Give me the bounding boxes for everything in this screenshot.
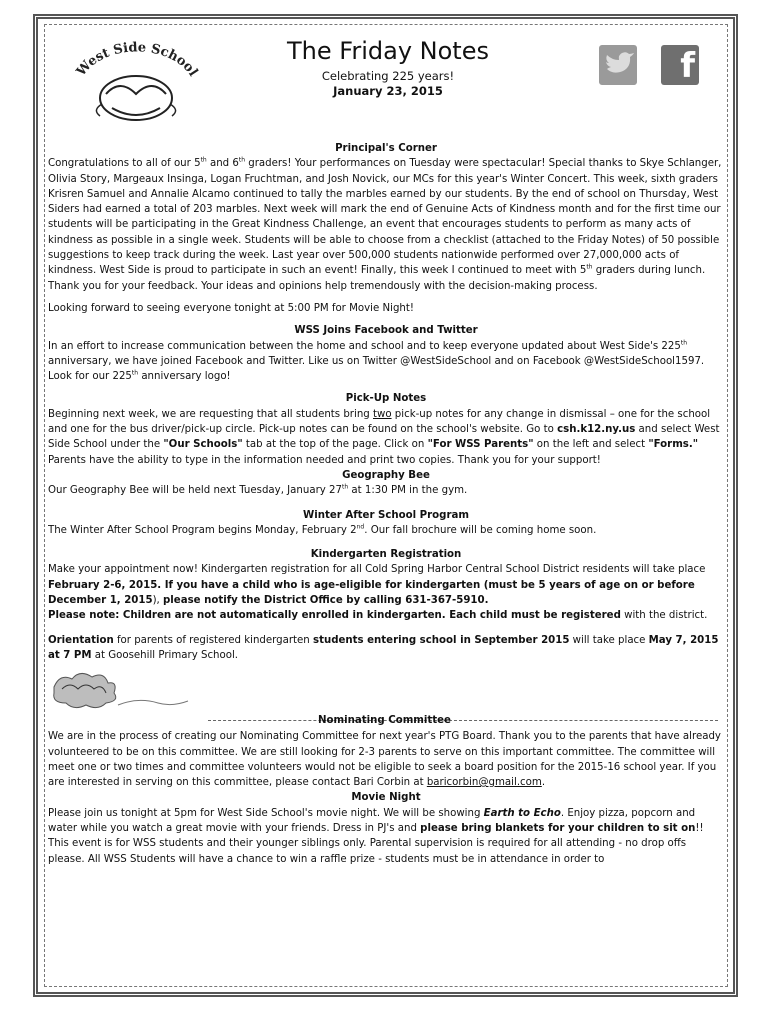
facebook-twitter-heading: WSS Joins Facebook and Twitter bbox=[294, 325, 478, 337]
school-logo bbox=[62, 32, 212, 128]
geography-bee-text: Our Geography Bee will be held next Tuesday, January 27th at 1:30 PM in the gym. bbox=[48, 483, 468, 497]
facebook-twitter-text: In an effort to increase communication between the home and school and to keep everyone updated about West Side's 225th anniversary, we have joined Facebook and Twitter. Like us on Twitter @WestSideSchool and on Facebook @WestSideSchool1597. Look for our 225th anniversary logo! bbox=[48, 339, 705, 383]
geography-bee-heading: Geography Bee bbox=[342, 469, 430, 481]
movie-night-text: Please join us tonight at 5pm for West Side School's movie night. We will be showing Earth to Echo. Enjoy pizza, popcorn and water while you watch a great movie with your friends. Dress in PJ's and please bring blankets for your children to sit on!! This event is for WSS students and their younger siblings only. Parental supervision is required for all attending - no drop offs please. All WSS Students will have a chance to win a raffle prize - students must be in attendance in order to bbox=[48, 807, 704, 865]
nominating-heading: Nominating Committee bbox=[318, 715, 451, 727]
district-website-link: csh.k12.ny.us bbox=[557, 424, 636, 436]
facebook-icon: f bbox=[661, 45, 699, 85]
pickup-notes-heading: Pick-Up Notes bbox=[345, 393, 427, 405]
svg-text:West Side School bbox=[73, 40, 200, 80]
nominating-text: We are in the process of creating our Nominating Committee for next year's PTG Board. Thank you to the parents that have already volunteered to be on this committee. We are still looking for 2-3 parents to serve on this important committee. The committee will meet one or two times and committee volunteers would not be eligible to seek a board position for the 2015-16 school year. If you are interested in serving on this committee, please contact Bari Corbin at baricorbin@gmail.com. bbox=[48, 731, 721, 789]
twitter-icon bbox=[599, 45, 637, 85]
nominating-heading-row bbox=[48, 713, 724, 729]
movie-night-reminder: Looking forward to seeing everyone tonight at 5:00 PM for Movie Night! bbox=[48, 302, 414, 314]
after-school-text: The Winter After School Program begins Monday, February 2nd. Our fall brochure will be coming home soon. bbox=[48, 523, 597, 536]
orientation-text: Orientation for parents of registered kindergarten students entering school in September 2015 will take place May 7, 2015 at 7 PM at Goosehill Primary School. bbox=[48, 634, 719, 661]
after-school-heading: Winter After School Program bbox=[303, 509, 469, 521]
principals-corner-text: Congratulations to all of our 5th and 6th graders! Your performances on Tuesday were spectacular! Special thanks to Skye Schlanger, Olivia Story, Margeaux Insinga, Logan Fruchtman, and Josh Novick, our MCs for this year's Winter Concert. This week, sixth graders Krisren Samuel and Annalie Alcamo continued to tally the marbles earned by our students. By the end of school on Thursday, West Siders had earned a total of 203 marbles. Next week will mark the end of Genuine Acts of Kindness month and for the first time our students will be participating in the Great Kindness Challenge, an event that encourages students to perform as many acts of kindness as possible in a single week. Students will be able to choose from a checklist (attached to the Friday Notes) of 50 possible suggestions to keep track during the week. Last year over 500,000 students nationwide performed over 27,000,000 acts of kindness. West Side is proud to participate in such an event! Finally, this week I continued to meet with 5th graders during lunch. Thank you for your feedback. Your ideas and opinions help tremendously with the decision-making process. bbox=[48, 156, 722, 292]
newsletter-date: January 23, 2015 bbox=[333, 84, 443, 98]
decorative-doodle bbox=[48, 667, 308, 713]
principals-corner-heading: Principal's Corner bbox=[335, 143, 437, 154]
newsletter-body bbox=[48, 141, 724, 867]
kindergarten-note: Please note: Children are not automatically enrolled in kindergarten. Each child must be registered with the district. bbox=[48, 610, 708, 622]
movie-night-heading: Movie Night bbox=[351, 792, 421, 804]
newsletter-content bbox=[48, 28, 724, 983]
email-link[interactable]: baricorbin@gmail.com bbox=[426, 777, 542, 789]
masthead bbox=[218, 36, 558, 99]
divider-line bbox=[208, 720, 718, 721]
kindergarten-text: Make your appointment now! Kindergarten registration for all Cold Spring Harbor Central School District residents will take place February 2-6, 2015. If you have a child who is age-eligible for kindergarten (must be 5 years of age on or before December 1, 2015), please notify the District Office by calling 631-367-5910. bbox=[48, 564, 706, 607]
newsletter-title: The Friday Notes bbox=[287, 37, 489, 65]
logo-text: West Side School bbox=[73, 40, 201, 80]
kindergarten-heading: Kindergarten Registration bbox=[310, 549, 462, 561]
pickup-notes-text: Beginning next week, we are requesting that all students bring two pick-up notes for any change in dismissal – one for the school and one for the bus driver/pick-up circle. Pick-up notes can be found on the school's website. Go to csh.k12.ny.us and select West Side School under the "Our Schools" tab at the top of the page. Click on "For WSS Parents" on the left and select "Forms." Parents have the ability to type in the information needed and print two copies. Thank you for your support! bbox=[48, 408, 720, 466]
newsletter-subtitle: Celebrating 225 years! bbox=[321, 69, 455, 83]
